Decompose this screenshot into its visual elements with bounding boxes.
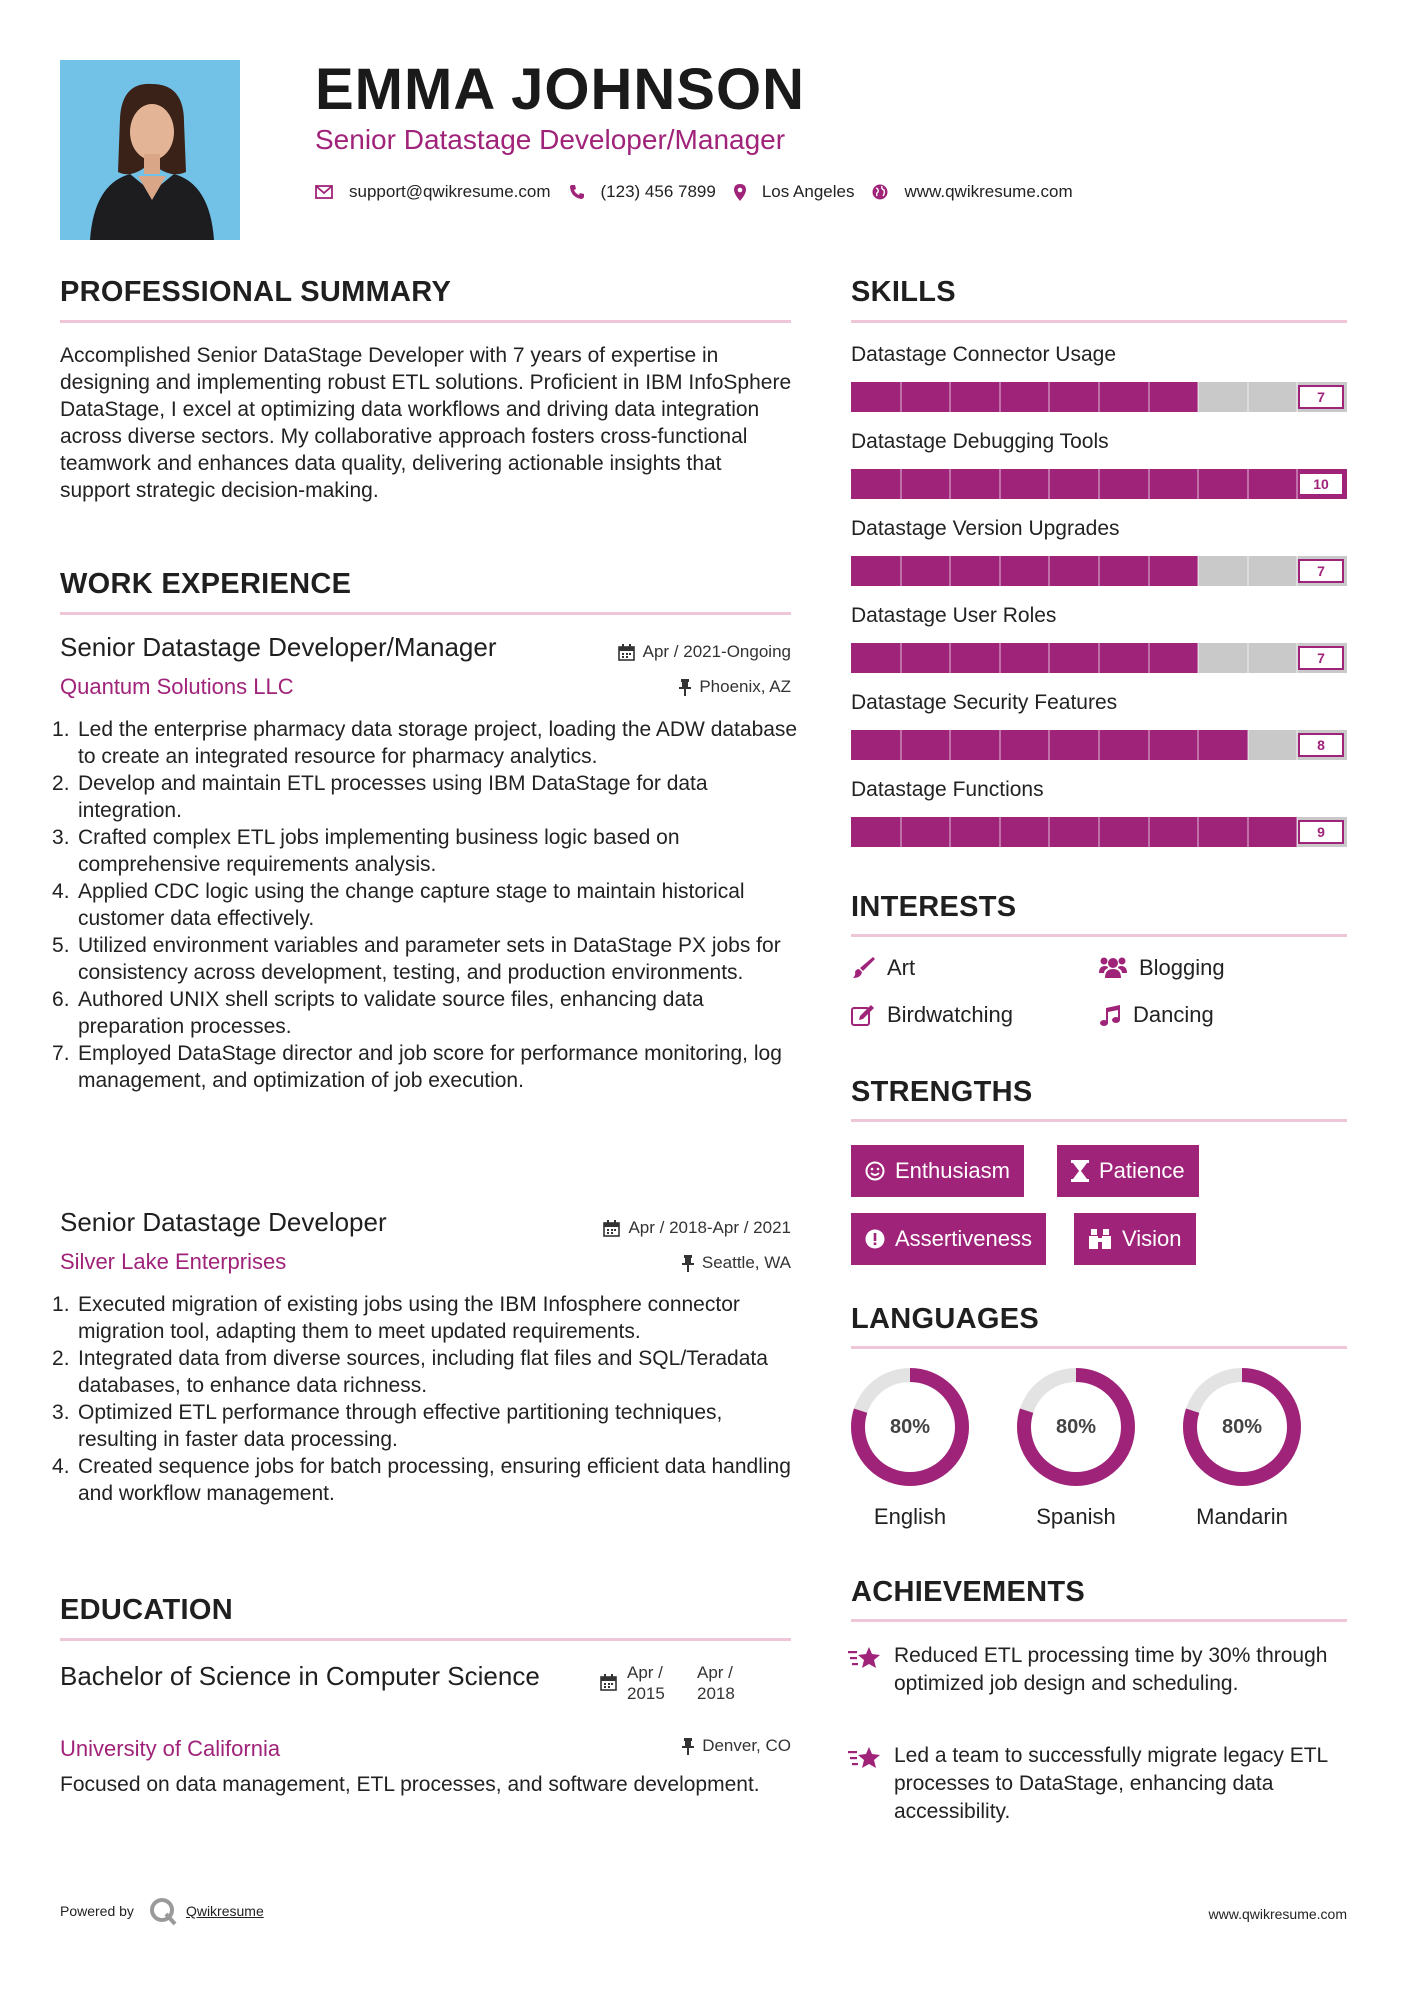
skill-bar-segment-divider xyxy=(999,817,1001,847)
list-item: Employed DataStage director and job score for performance monitoring, log management, and optimization of job execution. xyxy=(78,1042,782,1092)
skill-bar-segment-divider xyxy=(1247,382,1249,412)
skill-bar xyxy=(851,382,1347,412)
job-date-text: Apr / 2018-Apr / 2021 xyxy=(628,1218,791,1237)
smile-icon xyxy=(865,1161,885,1181)
skill-bar xyxy=(851,643,1347,673)
calendar-icon xyxy=(603,1220,620,1237)
skill-bar-segment-divider xyxy=(900,643,902,673)
skill-bar-segment-divider xyxy=(1048,556,1050,586)
skill-score: 10 xyxy=(1298,472,1344,496)
candidate-title: Senior Datastage Developer/Manager xyxy=(315,124,786,155)
language-percent: 80% xyxy=(1221,1415,1263,1438)
pin-icon xyxy=(682,1255,694,1272)
candidate-name: EMMA JOHNSON xyxy=(315,57,805,122)
interest-label: Art xyxy=(887,955,916,980)
list-item: Applied CDC logic using the change capture stage to maintain historical customer data effectively. xyxy=(78,880,745,930)
contact-phone[interactable] xyxy=(569,182,716,202)
skill-bar-fill xyxy=(851,382,1198,412)
skill-bar-segment-divider xyxy=(1247,730,1249,760)
list-item: Authored UNIX shell scripts to validate source files, enhancing data preparation processes. xyxy=(78,988,704,1038)
language-name: English xyxy=(873,1504,947,1529)
skill-bar-segment-divider xyxy=(1148,817,1150,847)
website-text: www.qwikresume.com xyxy=(904,182,1073,201)
education-dates xyxy=(600,1662,767,1704)
skill-bar-segment-divider xyxy=(949,382,951,412)
skill-bar-segment-divider xyxy=(900,469,902,499)
language-item xyxy=(849,1366,971,1530)
job-date-text: Apr / 2021-Ongoing xyxy=(642,642,791,661)
strengths-heading: STRENGTHS xyxy=(851,1076,1033,1108)
list-item: Crafted complex ETL jobs implementing business logic based on comprehensive requirements analysis. xyxy=(78,826,680,876)
skill-bar-segment-divider xyxy=(999,556,1001,586)
skill-bar-segment-divider xyxy=(1197,643,1199,673)
strength-label: Patience xyxy=(1099,1158,1185,1183)
job-date xyxy=(603,1218,791,1238)
skill-bar-segment-divider xyxy=(949,730,951,760)
skill-label: Datastage Debugging Tools xyxy=(851,430,1109,453)
skill-bar-segment-divider xyxy=(1148,469,1150,499)
skill-bar-segment-divider xyxy=(900,556,902,586)
job-duties-list xyxy=(78,716,798,1094)
skill-bar-segment-divider xyxy=(900,730,902,760)
list-item: Optimized ETL performance through effective partitioning techniques, resulting in faster data processing. xyxy=(78,1401,723,1451)
strengths-divider xyxy=(851,1119,1347,1122)
list-item: Develop and maintain ETL processes using IBM DataStage for data integration. xyxy=(78,772,708,822)
shooting-star-icon xyxy=(848,1744,882,1770)
skill-bar-segment-divider xyxy=(1247,556,1249,586)
hourglass-icon xyxy=(1071,1160,1089,1182)
education-location xyxy=(682,1736,791,1756)
skill-bar xyxy=(851,556,1347,586)
envelope-icon xyxy=(315,185,333,199)
strength-badge xyxy=(1057,1145,1199,1197)
education-description: Focused on data management, ETL processes, and software development. xyxy=(60,1773,760,1796)
achievement-item xyxy=(848,1742,1328,1826)
skill-bar-segment-divider xyxy=(1048,730,1050,760)
skill-bar-segment-divider xyxy=(1148,556,1150,586)
music-note-icon xyxy=(1099,1004,1121,1026)
language-percent: 80% xyxy=(889,1415,931,1438)
location-text: Los Angeles xyxy=(761,182,855,201)
achievements-heading: ACHIEVEMENTS xyxy=(851,1576,1086,1608)
paintbrush-icon xyxy=(851,956,875,980)
strength-badge xyxy=(1074,1213,1196,1265)
qwikresume-logo-icon xyxy=(148,1896,178,1926)
company-name: Silver Lake Enterprises xyxy=(60,1249,287,1274)
achievement-item xyxy=(848,1642,1328,1698)
pin-icon xyxy=(679,679,691,696)
interest-item xyxy=(1099,1002,1214,1028)
contact-location xyxy=(734,182,855,202)
skill-bar xyxy=(851,817,1347,847)
list-item: Integrated data from diverse sources, including flat files and SQL/Teradata databases, to enhance data richness. xyxy=(78,1347,768,1397)
skill-bar-segment-divider xyxy=(949,643,951,673)
skill-bar xyxy=(851,469,1347,499)
skill-bar-segment-divider xyxy=(900,382,902,412)
strength-badge xyxy=(851,1145,1024,1197)
footer-powered-by xyxy=(60,1896,264,1926)
skill-bar-segment-divider xyxy=(999,730,1001,760)
skill-bar-segment-divider xyxy=(949,556,951,586)
job-title: Senior Datastage Developer/Manager xyxy=(60,632,497,662)
achievement-text: Reduced ETL processing time by 30% through optimized job design and scheduling. xyxy=(894,1644,1328,1695)
skill-bar-segment-divider xyxy=(1197,469,1199,499)
skill-bar-segment-divider xyxy=(1197,730,1199,760)
skill-bar-segment-divider xyxy=(1098,382,1100,412)
language-item xyxy=(1015,1366,1137,1530)
skill-bar-segment-divider xyxy=(1148,643,1150,673)
skill-bar-segment-divider xyxy=(999,469,1001,499)
job-location xyxy=(679,677,791,697)
skill-score: 7 xyxy=(1298,646,1344,670)
calendar-icon xyxy=(600,1674,617,1691)
skill-bar-segment-divider xyxy=(1247,817,1249,847)
phone-text: (123) 456 7899 xyxy=(600,182,716,201)
skill-bar-segment-divider xyxy=(1197,817,1199,847)
skill-bar-segment-divider xyxy=(1197,382,1199,412)
skill-bar-segment-divider xyxy=(1098,556,1100,586)
degree-title: Bachelor of Science in Computer Science xyxy=(60,1661,540,1691)
users-icon xyxy=(1099,956,1127,980)
powered-by-label: Powered by xyxy=(60,1903,134,1919)
language-name: Spanish xyxy=(1036,1504,1116,1529)
skill-bar-fill xyxy=(851,643,1198,673)
interest-item xyxy=(1099,955,1225,981)
binoculars-icon xyxy=(1088,1229,1112,1249)
skill-label: Datastage User Roles xyxy=(851,604,1057,627)
contact-email[interactable] xyxy=(315,182,551,202)
achievements-divider xyxy=(851,1619,1347,1622)
phone-icon xyxy=(569,184,585,200)
interest-item xyxy=(851,1002,1013,1028)
interest-label: Birdwatching xyxy=(887,1002,1013,1027)
skill-score: 8 xyxy=(1298,733,1344,757)
strength-badge xyxy=(851,1213,1046,1265)
summary-heading: PROFESSIONAL SUMMARY xyxy=(60,276,452,308)
education-location-text: Denver, CO xyxy=(702,1736,791,1755)
skill-bar-segment-divider xyxy=(1098,817,1100,847)
contact-bar xyxy=(315,180,1091,204)
globe-icon xyxy=(872,184,888,200)
skill-score: 9 xyxy=(1298,820,1344,844)
skill-bar-segment-divider xyxy=(1048,643,1050,673)
language-name: Mandarin xyxy=(1196,1504,1288,1529)
job-duties-list xyxy=(78,1291,798,1507)
skill-bar-segment-divider xyxy=(1048,817,1050,847)
calendar-icon xyxy=(618,644,635,661)
summary-divider xyxy=(60,320,791,323)
skill-bar-fill xyxy=(851,817,1297,847)
summary-text: Accomplished Senior DataStage Developer with 7 years of expertise in designing and implementing robust ETL solutions. Proficient in IBM InfoSphere DataStage, I excel at optimizing data workflows and driving data integration across diverse sectors. My collaborative approach fosters cross-functional teamwork and enhances data quality, delivering actionable insights that support strategic decision-making. xyxy=(60,344,792,502)
language-progress-ring xyxy=(1181,1366,1303,1488)
skill-bar-segment-divider xyxy=(1247,469,1249,499)
profile-photo xyxy=(60,60,240,240)
skill-bar-segment-divider xyxy=(1197,556,1199,586)
education-start: Apr / 2015 xyxy=(627,1663,665,1703)
contact-website[interactable] xyxy=(872,182,1072,202)
skill-bar-segment-divider xyxy=(1098,643,1100,673)
strength-label: Assertiveness xyxy=(895,1226,1032,1251)
education-divider xyxy=(60,1638,791,1641)
languages-heading: LANGUAGES xyxy=(851,1303,1039,1335)
skill-bar-fill xyxy=(851,556,1198,586)
skill-bar xyxy=(851,730,1347,760)
list-item: Utilized environment variables and parameter sets in DataStage PX jobs for consistency across development, testing, and production environments. xyxy=(78,934,781,984)
interest-item xyxy=(851,955,915,981)
interests-divider xyxy=(851,934,1347,937)
edit-icon xyxy=(851,1004,875,1026)
skill-score: 7 xyxy=(1298,385,1344,409)
language-item xyxy=(1181,1366,1303,1530)
school-name: University of California xyxy=(60,1736,281,1761)
skill-bar-segment-divider xyxy=(1247,643,1249,673)
skill-label: Datastage Functions xyxy=(851,778,1044,801)
job-location xyxy=(682,1253,791,1273)
map-marker-icon xyxy=(734,184,746,201)
skill-score: 7 xyxy=(1298,559,1344,583)
skill-label: Datastage Security Features xyxy=(851,691,1118,714)
education-heading: EDUCATION xyxy=(60,1594,233,1626)
job-location-text: Seattle, WA xyxy=(701,1253,791,1272)
skill-bar-segment-divider xyxy=(1048,382,1050,412)
languages-divider xyxy=(851,1346,1347,1349)
exclamation-circle-icon xyxy=(865,1229,885,1249)
skill-bar-segment-divider xyxy=(999,382,1001,412)
skill-bar-segment-divider xyxy=(1098,469,1100,499)
email-text: support@qwikresume.com xyxy=(349,182,551,201)
skill-bar-segment-divider xyxy=(1148,730,1150,760)
footer-website[interactable]: www.qwikresume.com xyxy=(1208,1906,1347,1922)
skill-bar-segment-divider xyxy=(999,643,1001,673)
skill-bar-segment-divider xyxy=(1148,382,1150,412)
skill-label: Datastage Version Upgrades xyxy=(851,517,1120,540)
company-name: Quantum Solutions LLC xyxy=(60,674,294,699)
strength-label: Vision xyxy=(1122,1226,1182,1251)
skill-label: Datastage Connector Usage xyxy=(851,343,1116,366)
brand-link[interactable]: Qwikresume xyxy=(185,1903,264,1919)
list-item: Executed migration of existing jobs using the IBM Infosphere connector migration tool, adapting them to meet updated requirements. xyxy=(78,1293,740,1343)
list-item: Created sequence jobs for batch processing, ensuring efficient data handling and workflow management. xyxy=(78,1455,791,1505)
skill-bar-segment-divider xyxy=(1098,730,1100,760)
experience-divider xyxy=(60,612,791,615)
interest-label: Blogging xyxy=(1139,955,1225,980)
achievement-text: Led a team to successfully migrate legacy ETL processes to DataStage, enhancing data accessibility. xyxy=(894,1744,1328,1823)
skill-bar-segment-divider xyxy=(949,817,951,847)
language-progress-ring xyxy=(849,1366,971,1488)
skill-bar-segment-divider xyxy=(900,817,902,847)
interests-heading: INTERESTS xyxy=(851,891,1017,923)
language-percent: 80% xyxy=(1055,1415,1097,1438)
job-date xyxy=(618,642,791,662)
job-location-text: Phoenix, AZ xyxy=(699,677,791,696)
skill-bar-segment-divider xyxy=(949,469,951,499)
strength-label: Enthusiasm xyxy=(895,1158,1010,1183)
language-progress-ring xyxy=(1015,1366,1137,1488)
skills-divider xyxy=(851,320,1347,323)
list-item: Led the enterprise pharmacy data storage project, loading the ADW database to create an integrated resource for pharmacy analytics. xyxy=(78,718,798,768)
interest-label: Dancing xyxy=(1133,1002,1214,1027)
skill-bar-segment-divider xyxy=(1048,469,1050,499)
shooting-star-icon xyxy=(848,1644,882,1670)
job-title: Senior Datastage Developer xyxy=(60,1207,387,1237)
education-end: Apr / 2018 xyxy=(697,1663,735,1703)
skills-heading: SKILLS xyxy=(851,276,956,308)
pin-icon xyxy=(682,1738,694,1755)
experience-heading: WORK EXPERIENCE xyxy=(60,568,352,600)
